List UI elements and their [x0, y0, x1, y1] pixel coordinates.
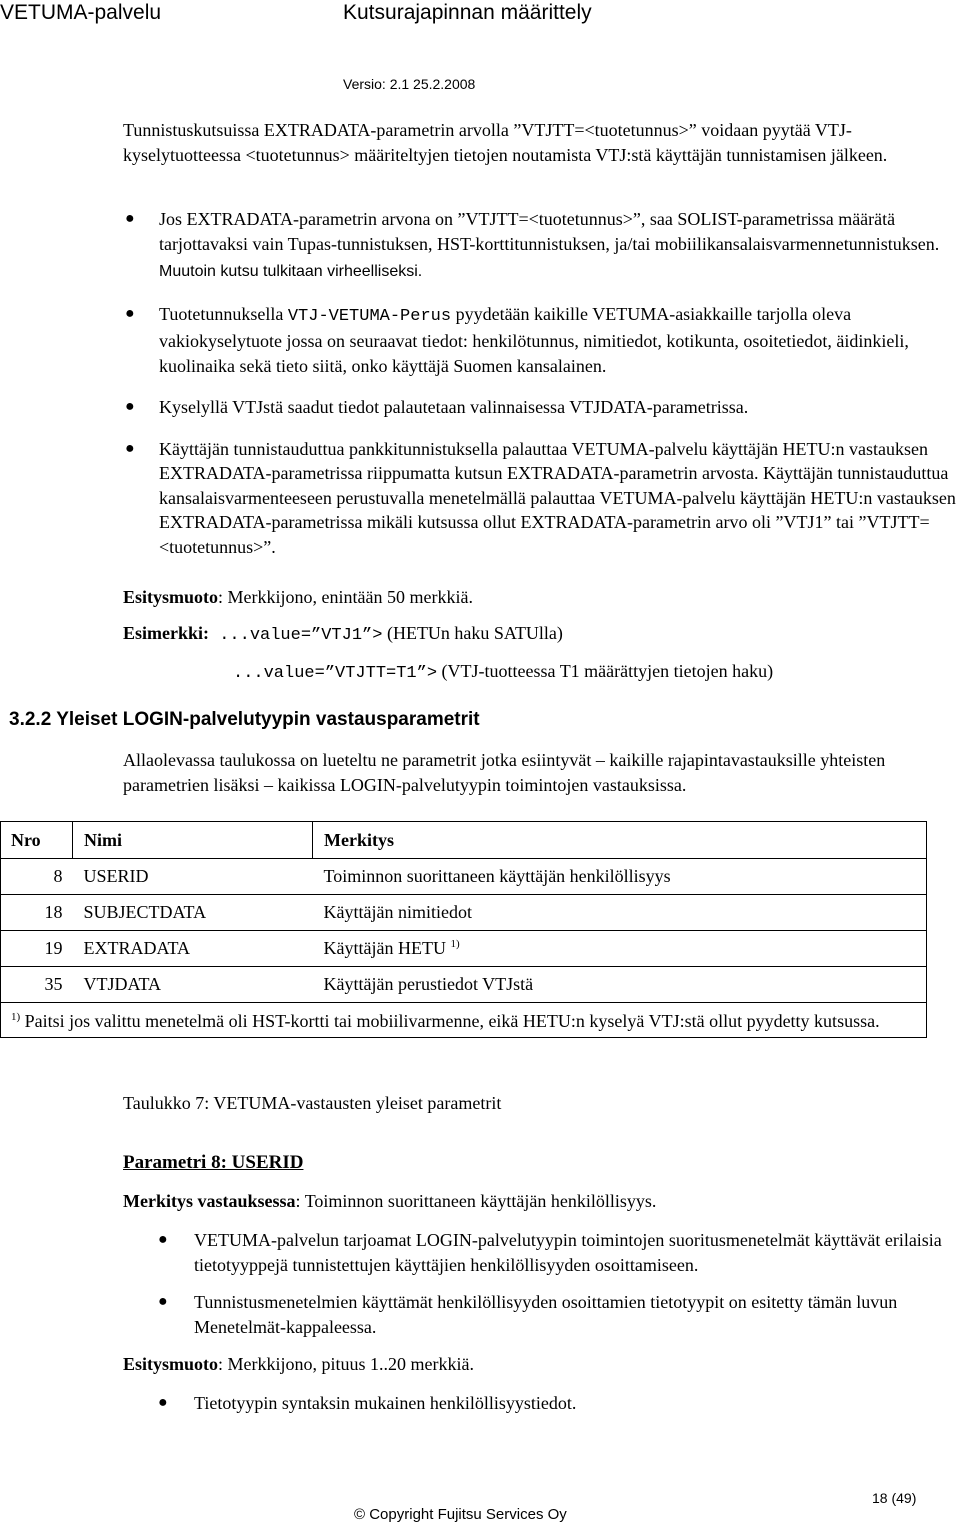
header-version: Versio: 2.1 25.2.2008 — [343, 76, 476, 92]
bullet-list-extradata — [123, 207, 957, 559]
cell-nro: 19 — [1, 931, 73, 967]
table-header-row — [1, 822, 927, 859]
list-item: ● VETUMA-palvelun tarjoamat LOGIN-palvelutyypin toimintojen suoritusmenetelmät käyttävät erilaisia tietotyyppejä tunnistettujen käyttäjien henkilöllisyyden osoittamiseen. — [158, 1230, 942, 1275]
table-row — [1, 967, 927, 1003]
list-item: ● Tietotyypin syntaksin mukainen henkilöllisyystiedot. — [160, 1391, 960, 1416]
bullet-icon: ● — [125, 210, 135, 227]
list-item: ● Tuotetunnuksella VTJ-VETUMA-Perus pyydetään kaikille VETUMA-asiakkaille tarjolla oleva vakiokyselytuote jossa on seuraavat tiedot: henkilötunnus, nimitiedot, kotikunta, osoitetiedot, äidinkieli, kuolinaika sekä tieto siitä, onko käyttäjä Suomen kansalainen. — [125, 303, 909, 376]
list-item: ● Tunnistusmenetelmien käyttämät henkilöllisyyden osoittamien tietotyypit on esitetty tämän luvun Menetelmät-kappaleessa. — [158, 1292, 898, 1337]
intro-paragraph: Tunnistuskutsuissa EXTRADATA-parametrin arvolla ”VTJTT=<tuotetunnus>” voidaan pyytää VTJ-kyselytuotteessa <tuotetunnus> määriteltyjen tietojen noutamista VTJ:stä käyttäjän tunnistamisen jälkeen. — [123, 120, 888, 165]
parameter-table — [0, 821, 927, 1038]
param8-title: Parametri 8: USERID — [123, 1152, 304, 1173]
param8-bullet-list-2 — [160, 1391, 960, 1416]
table-row — [1, 931, 927, 967]
column-header-nimi: Nimi — [73, 822, 313, 859]
header-product: VETUMA-palvelu — [0, 1, 162, 24]
bullet-icon: ● — [125, 439, 135, 457]
page-number: 18 (49) — [872, 1490, 917, 1506]
cell-nimi: VTJDATA — [73, 967, 313, 1003]
cell-nro: 18 — [1, 895, 73, 931]
example-line-1: Esimerkki: ...value=”VTJ1”> (HETUn haku SATUlla) — [123, 623, 563, 645]
table-row — [1, 859, 927, 895]
cell-nro: 8 — [1, 859, 73, 895]
table-caption: Taulukko 7: VETUMA-vastausten yleiset parametrit — [123, 1093, 502, 1113]
cell-nimi: SUBJECTDATA — [73, 895, 313, 931]
header-doc-title: Kutsurajapinnan määrittely — [343, 1, 592, 24]
param8-format: Esitysmuoto: Merkkijono, pituus 1..20 merkkiä. — [123, 1354, 474, 1374]
list-item: ● Jos EXTRADATA-parametrin arvona on ”VTJTT=<tuotetunnus>”, saa SOLIST-parametrissa määrätä tarjottavaksi vain Tupas-tunnistuksen, HST-korttitunnistuksen, ja/tai mobiilikansalaisvarmennetunnistuksen. Muutoin kutsu tulkitaan virheelliseksi. — [125, 209, 940, 280]
cell-nro: 35 — [1, 967, 73, 1003]
param8-meaning: Merkitys vastauksessa: Toiminnon suorittaneen käyttäjän henkilöllisyys. — [123, 1191, 657, 1211]
column-header-nro: Nro — [1, 822, 73, 859]
section-heading: 3.2.2 Yleiset LOGIN-palvelutyypin vastausparametrit — [9, 709, 480, 730]
bullet-icon: ● — [158, 1394, 168, 1411]
param8-bullet-list — [160, 1228, 960, 1339]
bullet-icon: ● — [158, 1293, 168, 1310]
copyright: © Copyright Fujitsu Services Oy — [354, 1506, 567, 1523]
bullet-icon: ● — [125, 398, 135, 415]
cell-nimi: EXTRADATA — [73, 931, 313, 967]
cell-merkitys: Käyttäjän perustiedot VTJstä — [313, 967, 927, 1003]
column-header-merkitys: Merkitys — [313, 822, 927, 859]
list-item: ● Käyttäjän tunnistauduttua pankkitunnistuksella palauttaa VETUMA-palvelu käyttäjän HETU:n vastauksen EXTRADATA-parametrissa riippumatta kutsun EXTRADATA-parametrin arvosta. Käyttäjän tunnistauduttua kansalaisvarmenteeseen perustuvalla menetelmällä palauttaa VETUMA-palvelu käyttäjän HETU:n vastauksen EXTRADATA-parametrissa mikäli kutsussa ollut EXTRADATA-parametrin arvo oli ”VTJ1” tai ”VTJTT=<tuotetunnus>”. — [125, 438, 956, 557]
product-code: VTJ-VETUMA-Perus — [287, 306, 452, 326]
table-row — [1, 895, 927, 931]
cell-nimi: USERID — [73, 859, 313, 895]
cell-merkitys: Käyttäjän nimitiedot — [313, 895, 927, 931]
bullet-icon: ● — [125, 304, 135, 322]
cell-merkitys: Käyttäjän HETU $^{1)}$ — [313, 931, 927, 967]
table-footnote: $^{1)}$ Paitsi jos valittu menetelmä oli HST-kortti tai mobiilivarmenne, eikä HETU:n kyselyä VTJ:stä ollut pyydetty kutsussa. — [1, 1003, 927, 1038]
section-intro: Allaolevassa taulukossa on lueteltu ne parametrit jotka esiintyvät – kaikille rajapintavastauksille yhteisten parametrien lisäksi – kaikissa LOGIN-palvelutyypin toimintojen vastauksissa. — [123, 750, 886, 795]
cell-merkitys: Toiminnon suorittaneen käyttäjän henkilöllisyys — [313, 859, 927, 895]
format-line: Esitysmuoto: Merkkijono, enintään 50 merkkiä. — [123, 587, 473, 607]
list-item: ● Kyselyllä VTJstä saadut tiedot palautetaan valinnaisessa VTJDATA-parametrissa. — [123, 395, 957, 420]
bullet-icon: ● — [158, 1231, 168, 1248]
example-line-2: ...value=”VTJTT=T1”> (VTJ-tuotteessa T1 määrättyjen tietojen haku) — [233, 661, 774, 683]
table-footnote-row — [1, 1003, 927, 1038]
